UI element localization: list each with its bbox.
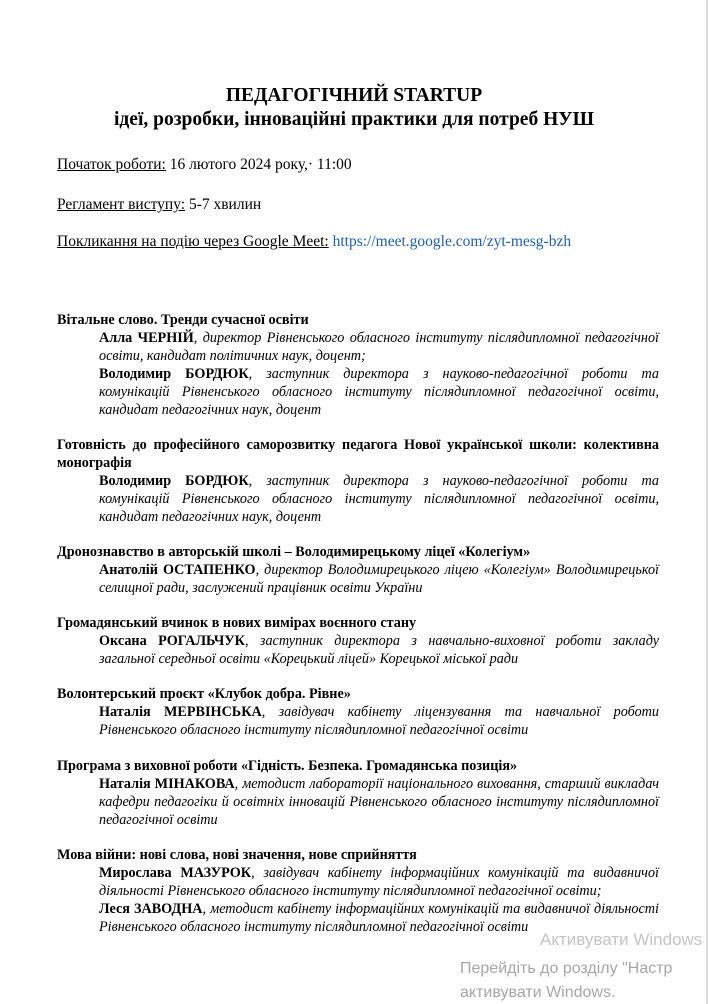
speaker-name: Оксана РОГАЛЬЧУК [99,633,245,649]
speaker-description: , директор Рівненського обласного інституту післядипломної педагогічної освіти, кандидат політичних наук, доцент; [99,330,659,364]
speaker-description: , заступник директора з навчально-виховної роботи закладу загальної середньої освіти «Корецький ліцей» Корецької міської ради [99,633,659,667]
program-item [57,614,659,668]
program-item [57,543,659,597]
program-item-heading: Мова війни: нові слова, нові значення, нове сприйняття [57,847,417,863]
start-time-label: Початок роботи: [57,156,166,173]
speaker [57,703,659,739]
meet-link-line [57,233,571,251]
speaker-name: Мирослава МАЗУРОК [99,865,252,881]
meet-link[interactable]: https://meet.google.com/zyt-mesg-bzh [332,233,572,250]
speaker-name: Володимир БОРДЮК [99,473,249,489]
speaker-description: , завідувач кабінету ліцензування та навчальної роботи Рівненського обласного інституту післядипломної педагогічної освіти [99,704,660,738]
program-item-heading: Вітальне слово. Тренди сучасної освіти [57,312,309,328]
meet-link-label: Покликання на подію через Google Meet: [57,233,329,250]
speaker [57,864,659,900]
speaker [57,365,659,419]
speaker [57,329,659,365]
speaker-name: Алла ЧЕРНІЙ [99,330,194,346]
speaker-description: , заступник директора з науково-педагогічної роботи та комунікацій Рівненського обласного інституту післядипломної педагогічної освіти, кандидат педагогічних наук, доцент [99,473,659,525]
speaker-name: Наталія МЕРВІНСЬКА [99,704,262,720]
speaker-description: , директор Володимирецького ліцею «Колегіум» Володимирецької селищної ради, заслужений працівник освіти України [99,562,659,596]
speaker [57,561,659,597]
speaker-name: Наталія МІНАКОВА [99,776,235,792]
regulation-line [57,196,261,214]
speaker-description: , заступник директора з науково-педагогічної роботи та комунікацій Рівненського обласного інституту післядипломної педагогічної освіти, кандидат педагогічних наук, доцент [99,366,659,418]
program-item [57,685,659,739]
speaker-name: Анатолій ОСТАПЕНКО [99,562,256,578]
program-item-heading: Програма з виховної роботи «Гідність. Безпека. Громадянська позиція» [57,758,518,774]
speaker-name: Леся ЗАВОДНА [99,901,203,917]
program-item [57,311,659,419]
speaker-description: , методист лабораторії національного виховання, старший викладач кафедри педагогіки й освітніх інновацій Рівненського обласного інституту післядипломної педагогічної освіти [99,776,659,828]
program-item-heading: Готовність до професійного саморозвитку педагога Нової української школи: колективна монографія [57,437,659,471]
program-item [57,757,659,829]
program-item [57,436,659,526]
start-time-line [57,156,352,174]
page-subtitle: ідеї, розробки, інноваційні практики для потреб НУШ [114,109,594,130]
speaker-description: , методист кабінету інформаційних комунікацій та видавничої діяльності Рівненського обласного інституту післядипломної педагогічної освіти [99,901,659,935]
speaker [57,472,659,526]
program-item [57,846,659,936]
activation-watermark-title: Активувати Windows [540,930,703,949]
program-item-heading: Дронознавство в авторській школі – Володимирецькому ліцеї «Колегіум» [57,544,531,560]
speaker-description: , завідувач кабінету інформаційних комунікацій та видавничої діяльності Рівненського обласного інституту післядипломної педагогічної освіти; [99,865,659,899]
activation-watermark-line2: активувати Windows. [460,984,616,1001]
program-item-heading: Волонтерський проєкт «Клубок добра. Рівне» [57,686,351,702]
regulation-value: 5-7 хвилин [185,196,262,213]
speaker [57,632,659,668]
start-time-value: 16 лютого 2024 року,· 11:00 [165,156,352,173]
regulation-label: Регламент виступу: [57,196,186,213]
program-item-heading: Громадянський вчинок в нових вимірах воєнного стану [57,615,417,631]
speaker [57,775,659,829]
speaker-name: Володимир БОРДЮК [99,366,249,382]
page-title: ПЕДАГОГІЧНИЙ STARTUP [225,85,483,106]
activation-watermark-line1: Перейдіть до розділу "Настр [460,960,673,977]
